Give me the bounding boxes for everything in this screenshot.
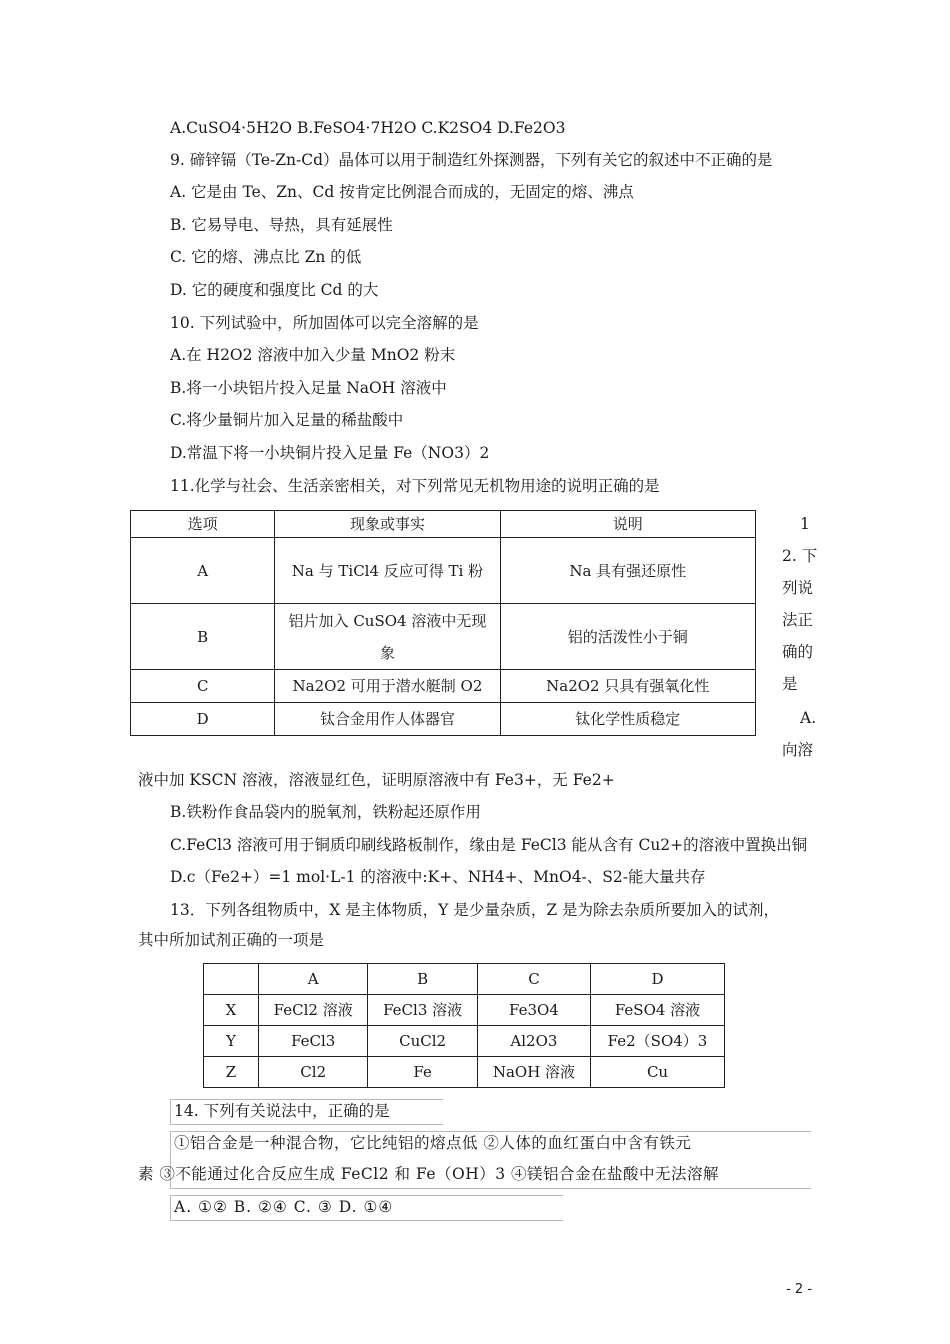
q13-stem-continued: 其中所加试剂正确的一项是 (138, 931, 325, 949)
table-cell: A (131, 538, 275, 604)
q12-option-c: C.FeCl3 溶液可用于铜质印刷线路板制作，缘由是 FeCl3 能从含有 Cu2+的溶液中置换出铜 (170, 836, 808, 854)
q10-option-c: C.将少量铜片加入足量的稀盐酸中 (170, 411, 404, 429)
table-cell: X (204, 995, 259, 1026)
table-cell: Na 具有强还原性 (500, 538, 755, 604)
q14-options: A. ①② B. ②④ C. ③ D. ①④ (174, 1198, 394, 1216)
table-cell: FeCl3 (259, 1026, 368, 1057)
q9-stem: 9. 碲锌镉（Te-Zn-Cd）晶体可以用于制造红外探测器，下列有关它的叙述中不正确的是 (170, 151, 773, 169)
table-row (131, 670, 756, 703)
table-cell: B (131, 604, 275, 670)
table-row (131, 604, 756, 670)
q11-table (130, 510, 756, 736)
q12-option-d: D.c（Fe2+）=1 mol·L-1 的溶液中:K+、NH4+、MnO4-、S2-能大量共存 (170, 868, 706, 886)
table-cell: Na2O2 只具有强氧化性 (500, 670, 755, 703)
table-cell: 铝的活泼性小于铜 (500, 604, 755, 670)
table-row (131, 703, 756, 736)
q8-options: A.CuSO4·5H2O B.FeSO4·7H2O C.K2SO4 D.Fe2O3 (170, 119, 566, 137)
table-cell: NaOH 溶液 (477, 1057, 590, 1088)
table-row (204, 1026, 725, 1057)
table-row (204, 995, 725, 1026)
q9-option-d: D. 它的硬度和强度比 Cd 的大 (170, 281, 379, 299)
q10-option-a: A.在 H2O2 溶液中加入少量 MnO2 粉末 (170, 346, 456, 364)
table-cell: Na2O2 可用于潜水艇制 O2 (275, 670, 500, 703)
table-cell: D (131, 703, 275, 736)
q11-stem: 11.化学与社会、生活亲密相关，对下列常见无机物用途的说明正确的是 (170, 477, 660, 495)
table-header-cell: 说明 (500, 511, 755, 538)
table-header-cell: C (477, 964, 590, 995)
table-header-cell (204, 964, 259, 995)
q10-option-d: D.常温下将一小块铜片投入足量 Fe（NO3）2 (170, 444, 490, 462)
table-header-row (204, 964, 725, 995)
q9-option-b: B. 它易导电、导热，具有延展性 (170, 216, 393, 234)
table-header-row (131, 511, 756, 538)
q9-option-a: A. 它是由 Te、Zn、Cd 按肯定比例混合而成的，无固定的熔、沸点 (170, 183, 634, 201)
table-cell: Fe2（SO4）3 (591, 1026, 725, 1057)
table-cell: Z (204, 1057, 259, 1088)
q12-side-text: 2. 下 (782, 547, 818, 565)
table-row (131, 538, 756, 604)
q13-table (203, 963, 725, 1088)
q14-stem: 14. 下列有关说法中，正确的是 (174, 1102, 390, 1120)
table-row (204, 1057, 725, 1088)
table-header-cell: D (591, 964, 725, 995)
q10-stem: 10. 下列试验中，所加固体可以完全溶解的是 (170, 314, 479, 332)
table-cell: 钛合金用作人体器官 (275, 703, 500, 736)
table-cell: Fe3O4 (477, 995, 590, 1026)
table-cell: FeCl2 溶液 (259, 995, 368, 1026)
q12-side-text: 向溶 (782, 741, 814, 759)
q9-option-c: C. 它的熔、沸点比 Zn 的低 (170, 248, 362, 266)
table-cell: 铝片加入 CuSO4 溶液中无现象 (275, 604, 500, 670)
table-cell: FeSO4 溶液 (591, 995, 725, 1026)
q14-statements-line1: ①铝合金是一种混合物，它比纯铝的熔点低 ②人体的血红蛋白中含有铁元 (174, 1134, 692, 1152)
table-cell: Fe (368, 1057, 477, 1088)
table-header-cell: A (259, 964, 368, 995)
q13-stem: 13．下列各组物质中，X 是主体物质，Y 是少量杂质，Z 是为除去杂质所要加入的试剂， (170, 901, 780, 919)
table-cell: FeCl3 溶液 (368, 995, 477, 1026)
q12-side-text: A. (800, 709, 817, 727)
table-cell: Na 与 TiCl4 反应可得 Ti 粉 (275, 538, 500, 604)
q12-side-text: 确的 (782, 643, 814, 661)
page-number: - 2 - (786, 1282, 812, 1297)
table-header-cell: 现象或事实 (275, 511, 500, 538)
q12-side-text: 是 (782, 675, 798, 693)
q12-side-text: 1 (800, 515, 810, 533)
q10-option-b: B.将一小块铝片投入足量 NaOH 溶液中 (170, 379, 447, 397)
table-cell: CuCl2 (368, 1026, 477, 1057)
q14-statements-line2: 素 ③不能通过化合反应生成 FeCl2 和 Fe（OH）3 ④镁铝合金在盐酸中无法溶解 (138, 1165, 720, 1183)
table-header-cell: 选项 (131, 511, 275, 538)
q12-option-b: B.铁粉作食品袋内的脱氧剂，铁粉起还原作用 (170, 803, 481, 821)
q12-side-text: 列说 (782, 579, 814, 597)
q12-option-a-continued: 液中加 KSCN 溶液，溶液显红色，证明原溶液中有 Fe3+，无 Fe2+ (138, 771, 615, 789)
table-cell: Y (204, 1026, 259, 1057)
table-cell: Cl2 (259, 1057, 368, 1088)
table-cell: Cu (591, 1057, 725, 1088)
q12-side-text: 法正 (782, 611, 814, 629)
table-cell: 钛化学性质稳定 (500, 703, 755, 736)
table-header-cell: B (368, 964, 477, 995)
table-cell: Al2O3 (477, 1026, 590, 1057)
table-cell: C (131, 670, 275, 703)
